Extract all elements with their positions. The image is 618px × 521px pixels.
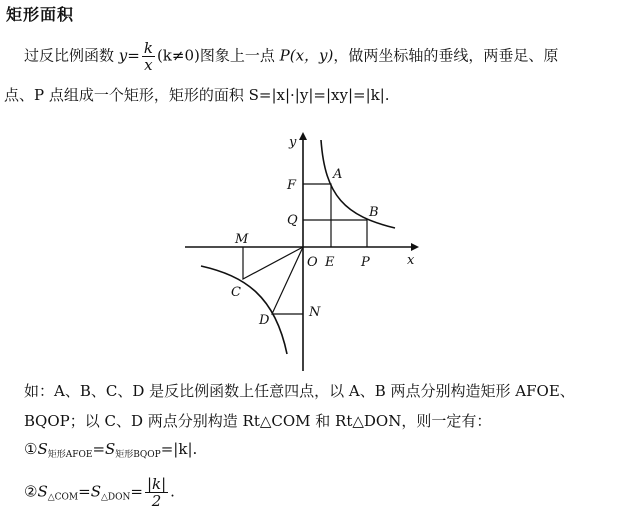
triangle-don	[272, 247, 303, 314]
label-q: Q	[287, 213, 298, 228]
triangle-com	[243, 247, 303, 279]
label-f: F	[287, 178, 297, 193]
result-1: $①S_{矩形AFOE}=S_{矩形BQOP}=|k|$.	[24, 440, 198, 460]
hyperbola-branch-q1	[321, 140, 395, 228]
fraction-k-over-2: $\frac{|k|}{2}$	[146, 475, 167, 510]
section-title: 矩形面积	[6, 5, 75, 24]
label-d: D	[259, 313, 270, 328]
hyperbola-figure	[185, 126, 425, 376]
intro-line-2: 点、P 点组成一个矩形，矩形的面积 S=|x|·|y|=|xy|=|k|.	[4, 86, 390, 104]
label-p: P	[361, 255, 370, 270]
rect-bqop	[303, 220, 367, 247]
label-b: B	[369, 205, 379, 220]
result-2: $②S_{\triangle COM}=S_{\triangle DON}=$ $\frac{|k|}{2}$ .	[24, 475, 175, 510]
example-line-1: 如：A、B、C、D 是反比例函数上任意四点，以 A、B 两点分别构造矩形 AFOE、	[24, 382, 575, 400]
axis-label-x: x	[407, 253, 415, 268]
x-axis-arrow	[411, 243, 419, 251]
fraction-k-over-x: $\frac{k}{x}$	[143, 39, 153, 74]
label-o: O	[307, 255, 318, 270]
axis-label-y: y	[289, 135, 297, 150]
label-n: N	[309, 305, 321, 320]
rect-afoe	[303, 184, 331, 247]
label-e: E	[325, 255, 335, 270]
intro-line-1: 过反比例函数 y= $\frac{k}{x}$ (k≠0)图象上一点 P(x，y)，做两坐标轴的垂线，两垂足、原	[24, 39, 559, 74]
label-m: M	[235, 232, 249, 247]
y-axis-arrow	[299, 132, 307, 140]
label-c: C	[231, 285, 241, 300]
label-a: A	[333, 167, 343, 182]
example-line-2: BQOP；以 C、D 两点分别构造 Rt△COM 和 Rt△DON，则一定有：	[24, 412, 492, 430]
